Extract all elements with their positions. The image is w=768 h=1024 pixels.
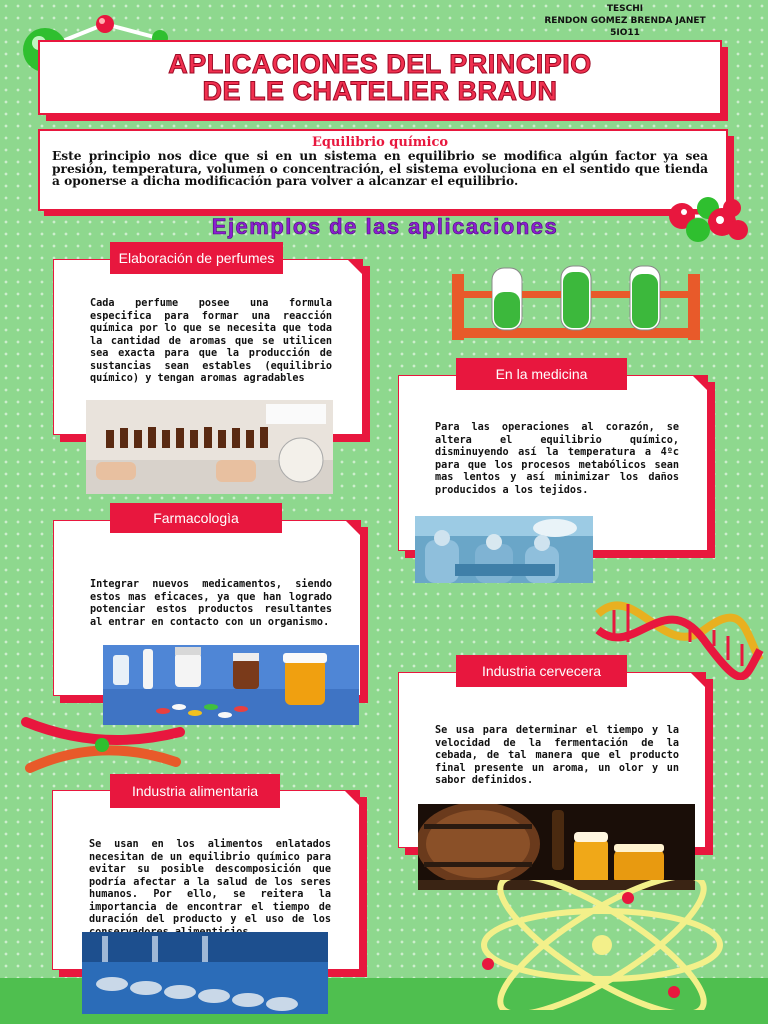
molecule-cluster-icon [660, 194, 756, 246]
title-line-1: APLICACIONES DEL PRINCIPIO [168, 48, 592, 79]
intro-heading: Equilibrio químico [311, 135, 449, 150]
test-tubes-icon [448, 262, 706, 342]
medicina-label: En la medicina [456, 358, 627, 390]
farmacologia-label: Farmacologìa [110, 503, 282, 533]
title-line-2: DE LE CHATELIER BRAUN [202, 75, 558, 106]
cervecera-label: Industria cervecera [456, 655, 627, 687]
group-code: 5IO11 [610, 28, 640, 38]
intro-box [38, 129, 728, 211]
author-name: RENDON GOMEZ BRENDA JANET [544, 16, 706, 26]
brewery-photo [418, 804, 695, 890]
section-heading: Ejemplos de las aplicaciones [211, 214, 559, 239]
atom-icon [478, 880, 726, 1010]
intro-body: Este principio nos dice que si en un sistema en equilibrio se modifica algún factor ya sea presión, temperatura, volumen o concentración, el sistema evoluciona en el sentido que tienda a oponerse a dicha modificación para volver a alcanzar el equilibrio. [52, 149, 708, 188]
canned-food-photo [82, 932, 328, 1014]
medicina-text: Para las operaciones al corazón, se altera el equilibrio químico, disminuyendo así la temperatura a 4ºc para que los procesos metabólicos sean mas lentos y así minimizar los daños producidos a los tejidos. [435, 422, 679, 496]
alimentaria-text: Se usan en los alimentos enlatados necesitan de un equilibrio químico para evitar su posible descomposición que podría afectar a la salud de los seres humanos. Por ello, se reitera la importancia de encontrar el tiempo de duración del producto y el uso de los [89, 839, 331, 925]
cervecera-text: Se usa para determinar el tiempo y la velocidad de la fermentación de la cebada, de tal manera que el producto final presente un aroma, un olor y un sabor definidos. [435, 725, 679, 786]
school-name: TESCHI [606, 4, 644, 14]
perfumes-text: Cada perfume posee una formula especifica para formar una reacción química por lo que se necesita que toda la cantidad de aromas que se utilicen sea exacta para que la producción de sustancias sean estables (equilibrio químico) y tengan aromas agradables [90, 298, 332, 384]
farmacologia-text: Integrar nuevos medicamentos, siendo estos mas eficaces, ya que han logrado potenciar estos productos resultantes al entrar en contacto con un organismo. [90, 579, 332, 628]
perfumes-label: Elaboración de perfumes [110, 242, 283, 274]
title-box [38, 40, 722, 115]
chromosome-icon [20, 712, 186, 776]
alimentaria-label: Industria alimentaria [110, 774, 280, 808]
page-title [168, 48, 592, 106]
surgery-photo [415, 516, 593, 583]
perfume-lab-photo [86, 400, 333, 494]
